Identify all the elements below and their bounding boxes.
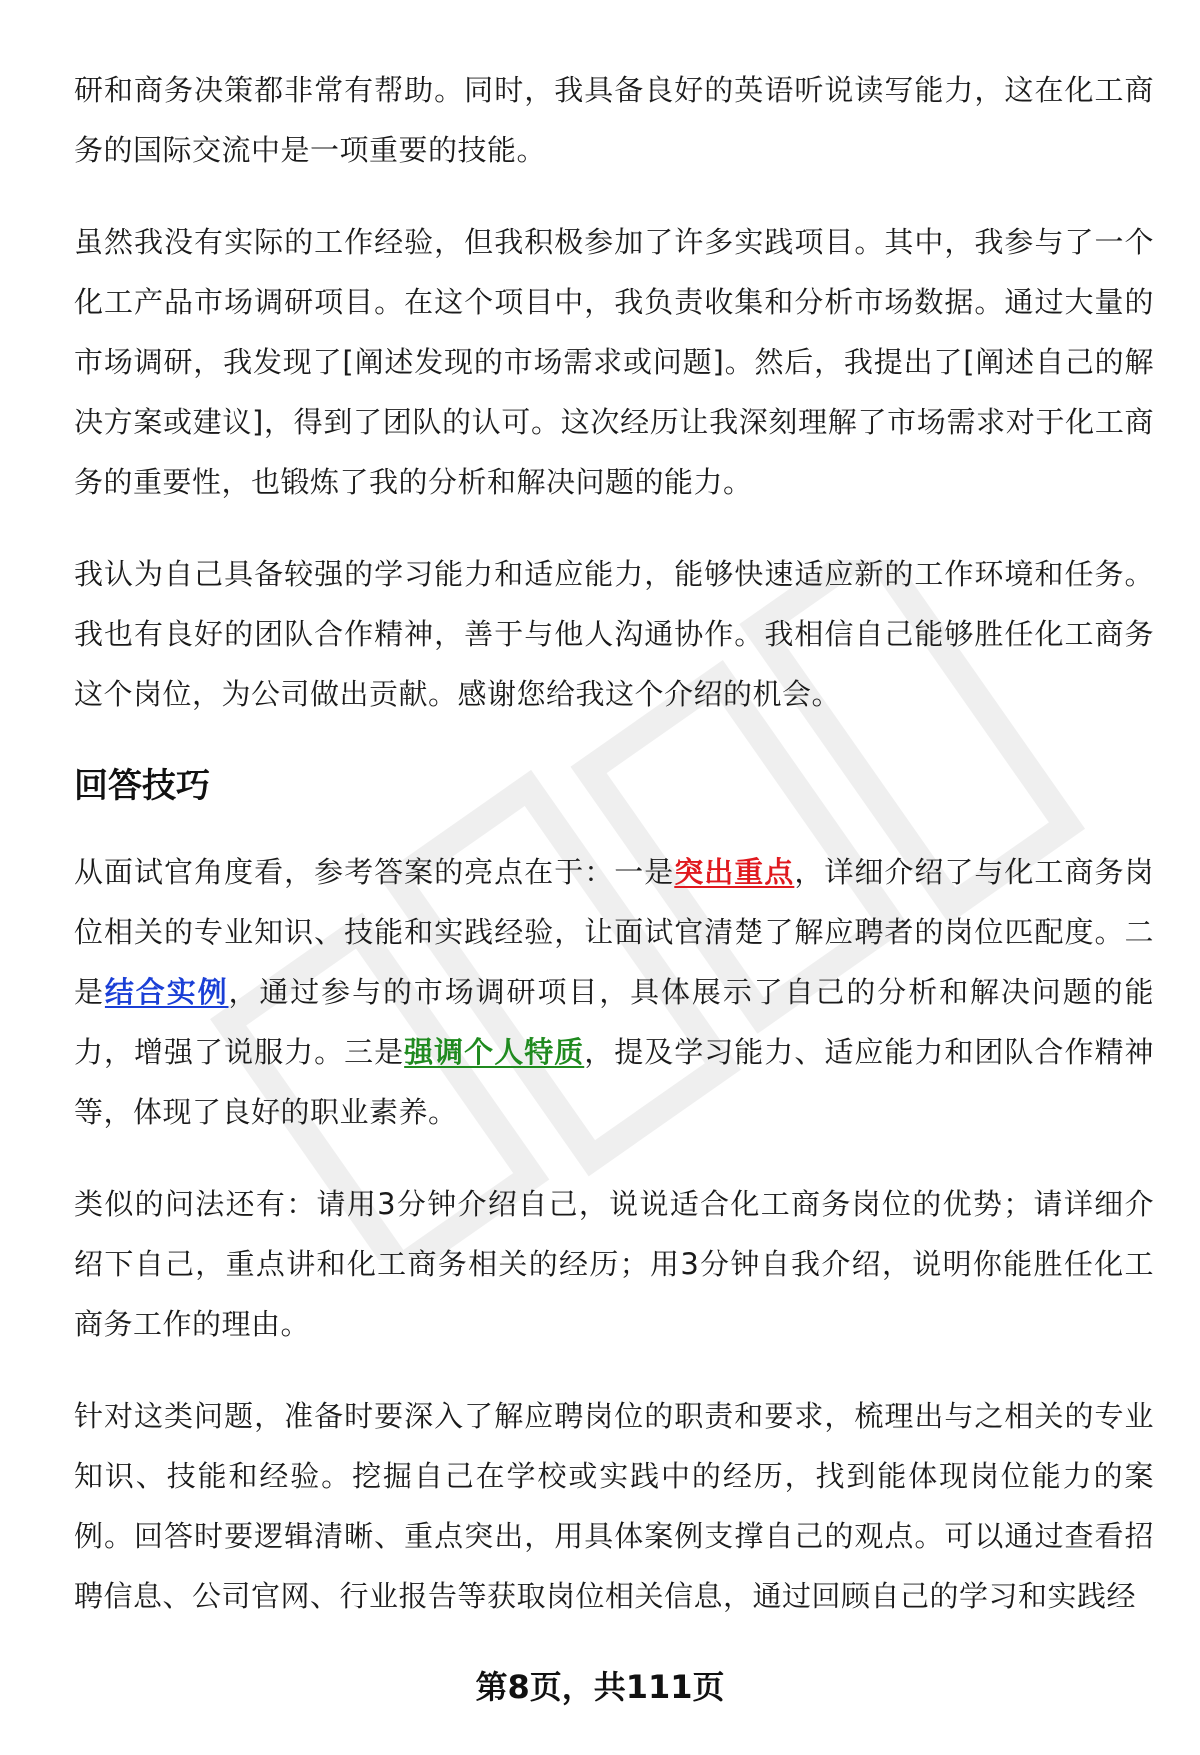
highlight-text-3: ，通过参与的市场调研项目，具体展示了自己的分析和解决问题的能力，增强了说服力。三是 <box>74 975 1154 1069</box>
document-page <box>74 60 1154 1658</box>
paragraph-preparation: 针对这类问题，准备时要深入了解应聘岗位的职责和要求，梳理出与之相关的专业知识、技能和经验。挖掘自己在学校或实践中的经历，找到能体现岗位能力的案例。回答时要逻辑清晰、重点突出，用具体案例支撑自己的观点。可以通过查看招聘信息、公司官网、行业报告等获取岗位相关信息，通过回顾自己的学习和实践经 <box>74 1399 1154 1613</box>
page-number-footer: 第8页，共111页 <box>475 1668 725 1706</box>
highlight-key-point-green: 强调个人特质 <box>404 1035 585 1069</box>
paragraph-highlights <box>74 842 1154 1142</box>
highlight-text-4: ，提及学习能力、适应能力和团队合作精神等，体现了良好的职业素养。 <box>74 1035 1154 1129</box>
highlight-key-point-red: 突出重点 <box>674 855 795 889</box>
paragraph-similar-questions: 类似的问法还有：请用3分钟介绍自己，说说适合化工商务岗位的优势；请详细介绍下自己，重点讲和化工商务相关的经历；用3分钟自我介绍，说明你能胜任化工商务工作的理由。 <box>74 1187 1154 1341</box>
paragraph-abilities: 我认为自己具备较强的学习能力和适应能力，能够快速适应新的工作环境和任务。我也有良好的团队合作精神，善于与他人沟通协作。我相信自己能够胜任化工商务这个岗位，为公司做出贡献。感谢您给我这个介绍的机会。 <box>74 557 1154 711</box>
highlight-text-2: ，详细介绍了与化工商务岗位相关的专业知识、技能和实践经验，让面试官清楚了解应聘者的岗位匹配度。二是 <box>74 855 1154 1009</box>
section-title: 回答技巧 <box>74 766 210 806</box>
highlight-key-point-blue: 结合实例 <box>104 975 229 1009</box>
paragraph-practice: 虽然我没有实际的工作经验，但我积极参加了许多实践项目。其中，我参与了一个化工产品市场调研项目。在这个项目中，我负责收集和分析市场数据。通过大量的市场调研，我发现了[阐述发现的市场需求或问题]。然后，我提出了[阐述自己的解决方案或建议]，得到了团队的认可。这次经历让我深刻理解了市场需求对于化工商务的重要性，也锻炼了我的分析和解决问题的能力。 <box>74 225 1154 499</box>
highlight-text-1: 从面试官角度看，参考答案的亮点在于：一是 <box>74 855 675 889</box>
paragraph-skills: 研和商务决策都非常有帮助。同时，我具备良好的英语听说读写能力，这在化工商务的国际交流中是一项重要的技能。 <box>74 73 1154 167</box>
